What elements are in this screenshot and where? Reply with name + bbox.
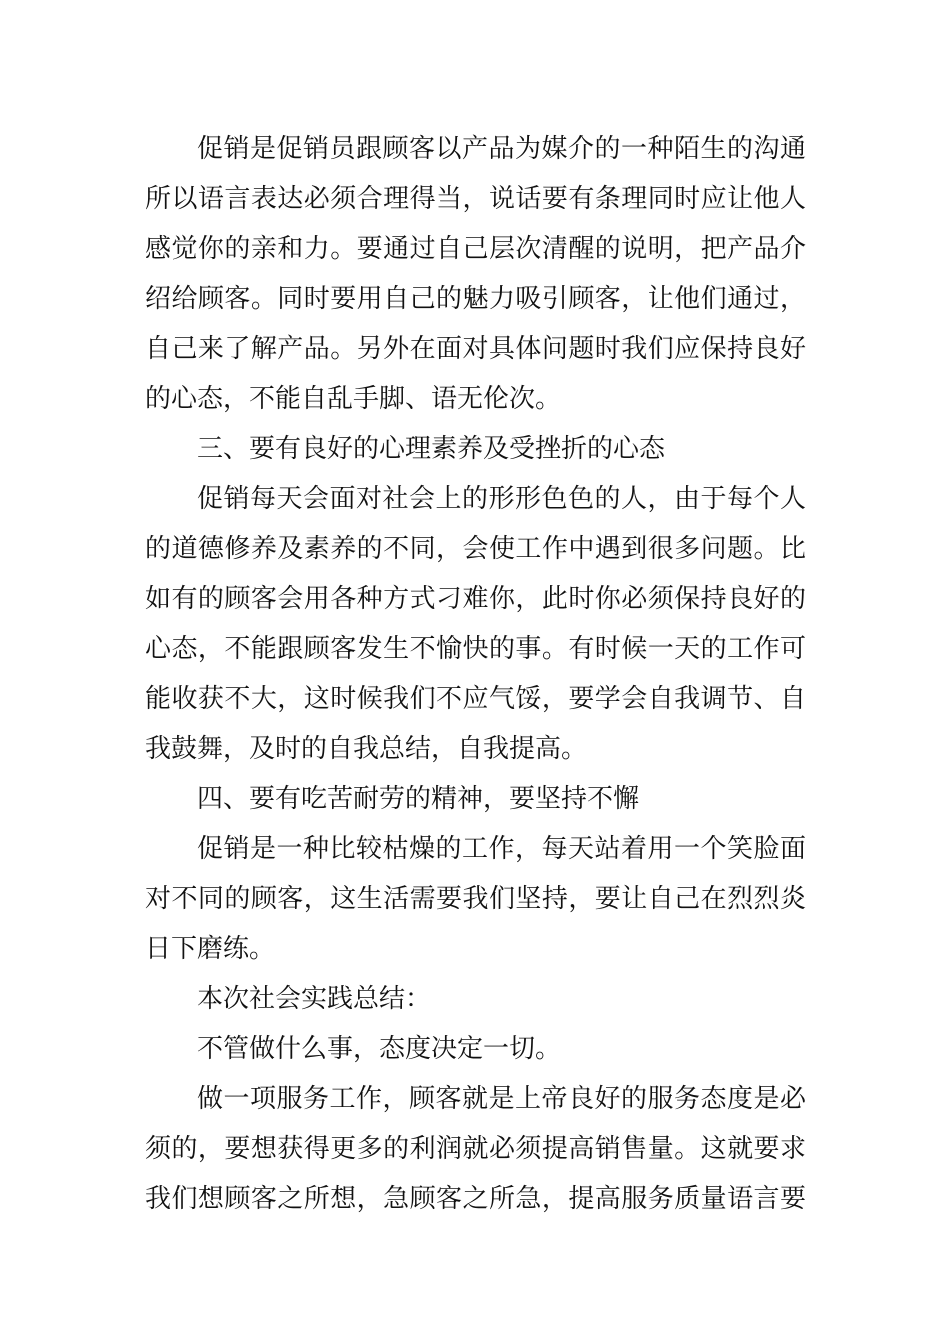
paragraph-line: 对不同的顾客，这生活需要我们坚持，要让自己在烈烈炎 [145, 884, 806, 914]
paragraph-line: 的道德修养及素养的不同，会使工作中遇到很多问题。比 [145, 534, 806, 564]
paragraph-line: 的心态，不能自乱手脚、语无伦次。 [145, 384, 562, 414]
paragraph-line: 绍给顾客。同时要用自己的魅力吸引顾客，让他们通过， [145, 284, 806, 314]
section-heading: 四、要有吃苦耐劳的精神，要坚持不懈 [197, 784, 640, 814]
paragraph-line: 我鼓舞，及时的自我总结，自我提高。 [145, 734, 588, 764]
paragraph-line: 如有的顾客会用各种方式刁难你，此时你必须保持良好的 [145, 584, 806, 614]
paragraph-line: 心态，不能跟顾客发生不愉快的事。有时候一天的工作可 [145, 634, 806, 664]
summary-heading: 本次社会实践总结： [197, 984, 432, 1014]
paragraph-line: 促销每天会面对社会上的形形色色的人，由于每个人 [197, 484, 806, 514]
paragraph-line: 自己来了解产品。另外在面对具体问题时我们应保持良好 [145, 334, 806, 364]
paragraph-line: 能收获不大，这时候我们不应气馁，要学会自我调节、自 [145, 684, 806, 714]
paragraph-line: 所以语言表达必须合理得当，说话要有条理同时应让他人 [145, 184, 806, 214]
paragraph-line: 须的，要想获得更多的利润就必须提高销售量。这就要求 [145, 1134, 806, 1164]
paragraph-line: 我们想顾客之所想，急顾客之所急，提高服务质量语言要 [145, 1184, 806, 1214]
paragraph-line: 感觉你的亲和力。要通过自己层次清醒的说明，把产品介 [145, 234, 806, 264]
paragraph-line: 日下磨练。 [145, 934, 276, 964]
paragraph-line: 促销是促销员跟顾客以产品为媒介的一种陌生的沟通 [197, 134, 806, 164]
section-heading: 三、要有良好的心理素养及受挫折的心态 [197, 434, 666, 464]
paragraph-line: 做一项服务工作，顾客就是上帝良好的服务态度是必 [197, 1084, 806, 1114]
paragraph-line: 不管做什么事，态度决定一切。 [197, 1034, 562, 1064]
paragraph-line: 促销是一种比较枯燥的工作，每天站着用一个笑脸面 [197, 834, 806, 864]
